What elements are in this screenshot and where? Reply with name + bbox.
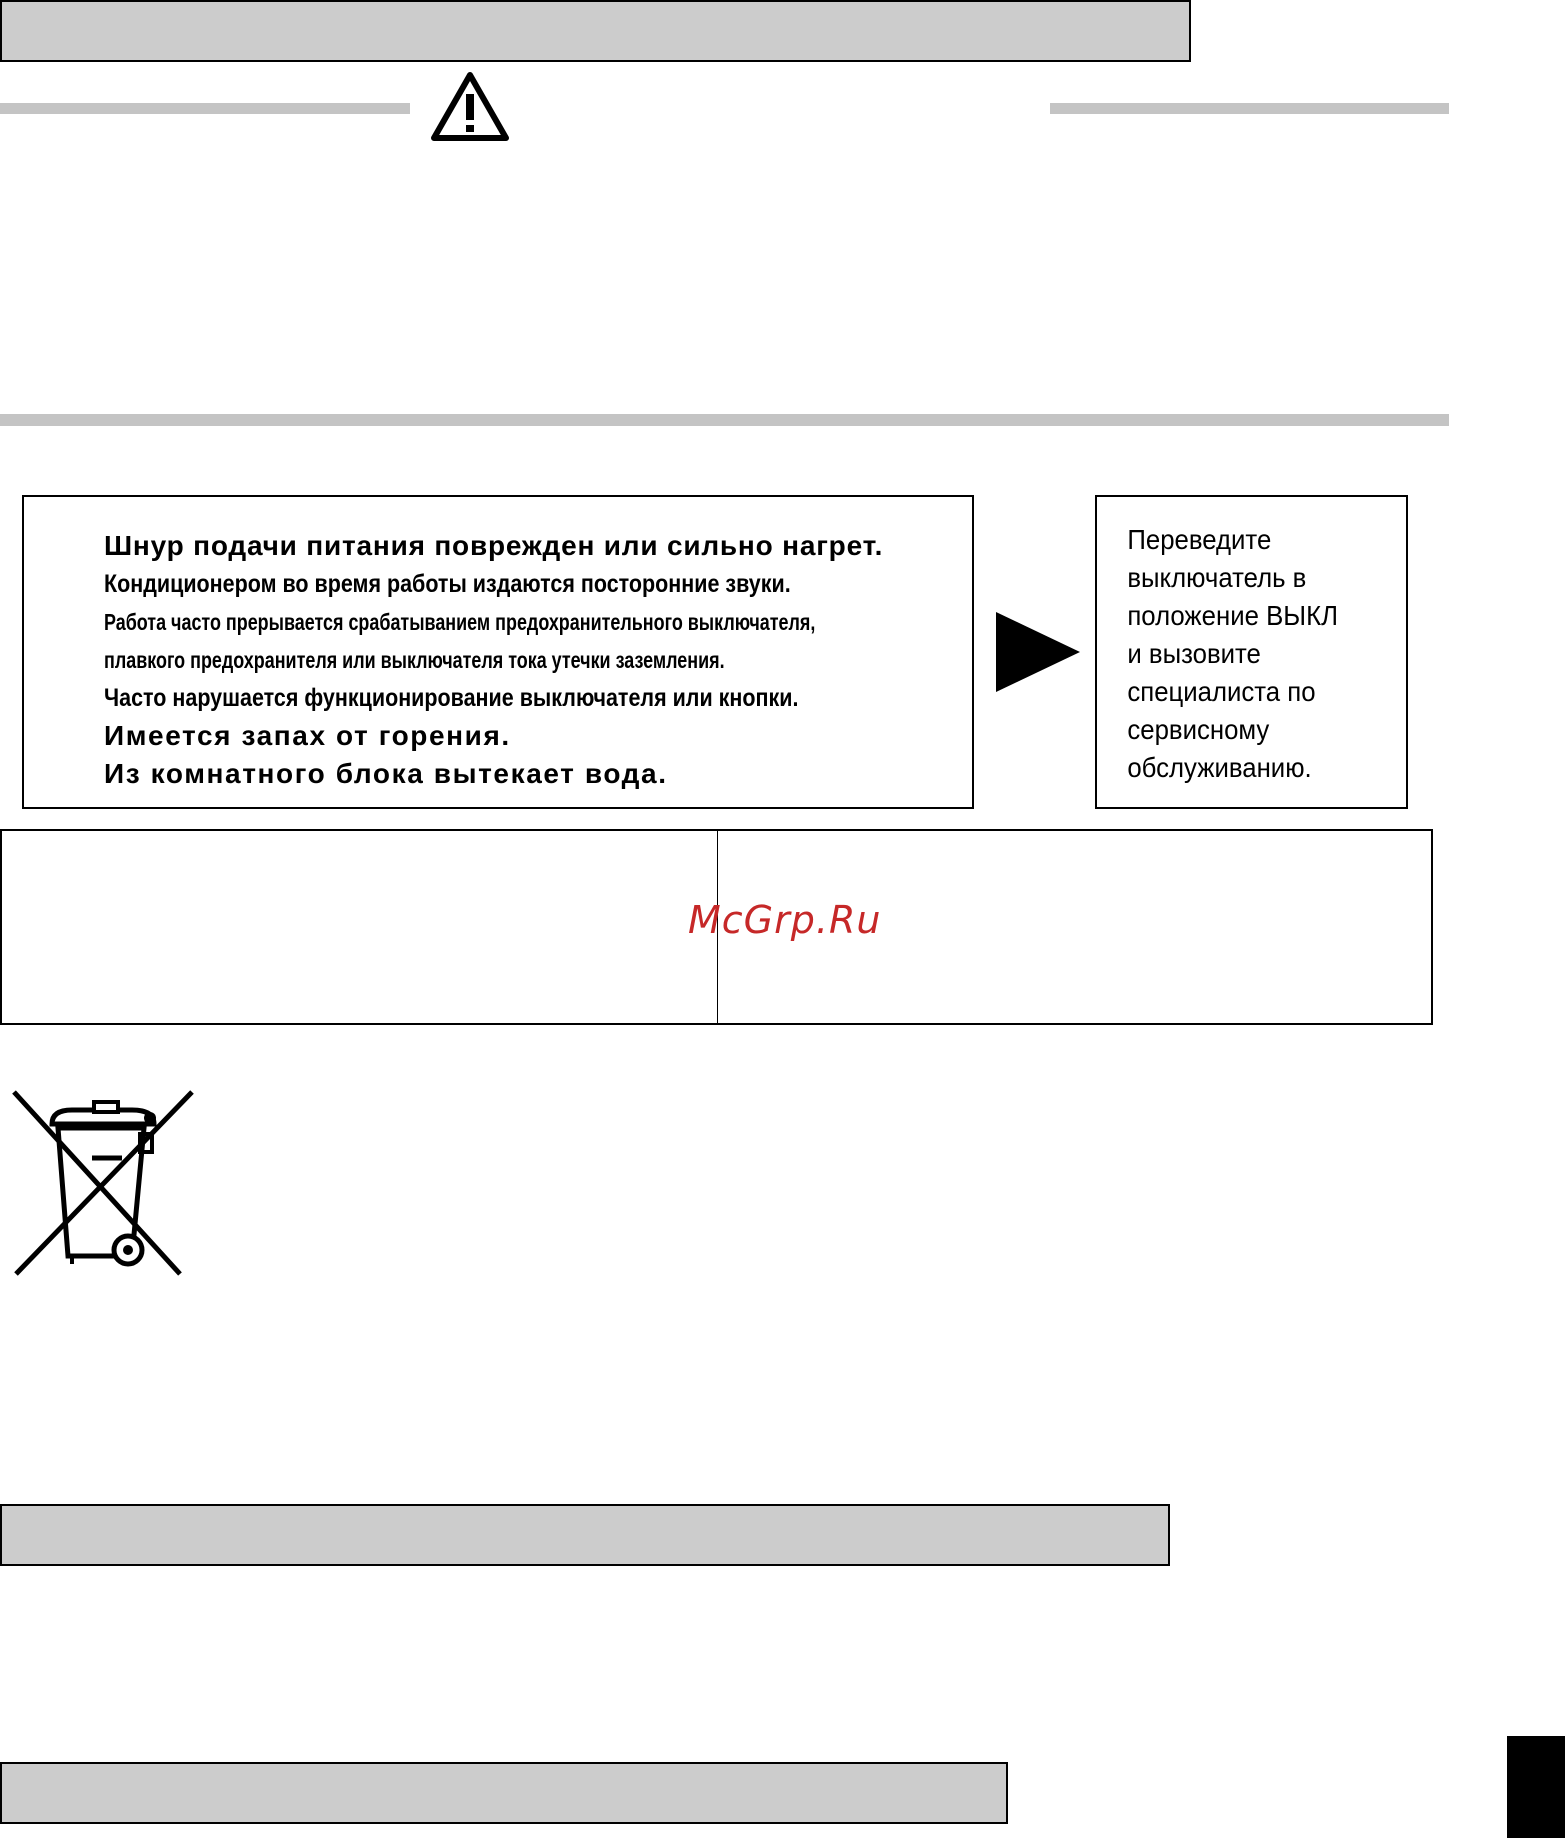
warning-triangle-icon [430,70,510,144]
symptoms-box [22,495,974,809]
symptom-item: Кондиционером во время работы издаются посторонние звуки. [104,570,791,598]
symptom-item: плавкого предохранителя или выключателя тока утечки заземления. [104,647,725,673]
section-rule [0,414,1449,426]
section-header-bar-top [0,0,1191,62]
page-edge-tab [1507,1736,1565,1838]
symptoms-list [24,497,972,793]
symptom-item: Работа часто прерывается срабатыванием предохранительного выключателя, [104,609,816,635]
symptom-item: Имеется запах от горения. [104,720,511,751]
crossed-out-bin-icon [12,1088,194,1278]
action-text: Переведите выключатель в положение ВЫКЛ и вызовите специалиста по сервисному обслуживанию. [1127,524,1338,783]
symptom-item: Часто нарушается функционирование выключателя или кнопки. [104,684,799,712]
watermark: McGrp.Ru [688,898,882,942]
warning-rule-right [1050,103,1449,114]
symptom-item: Шнур подачи питания поврежден или сильно нагрет. [104,530,884,561]
symptom-item: Из комнатного блока вытекает вода. [104,758,668,789]
action-box [1095,495,1408,809]
arrow-right-icon [996,612,1080,692]
section-header-bar-middle [0,1504,1170,1566]
section-header-bar-bottom [0,1762,1008,1824]
warning-rule-left [0,103,410,114]
